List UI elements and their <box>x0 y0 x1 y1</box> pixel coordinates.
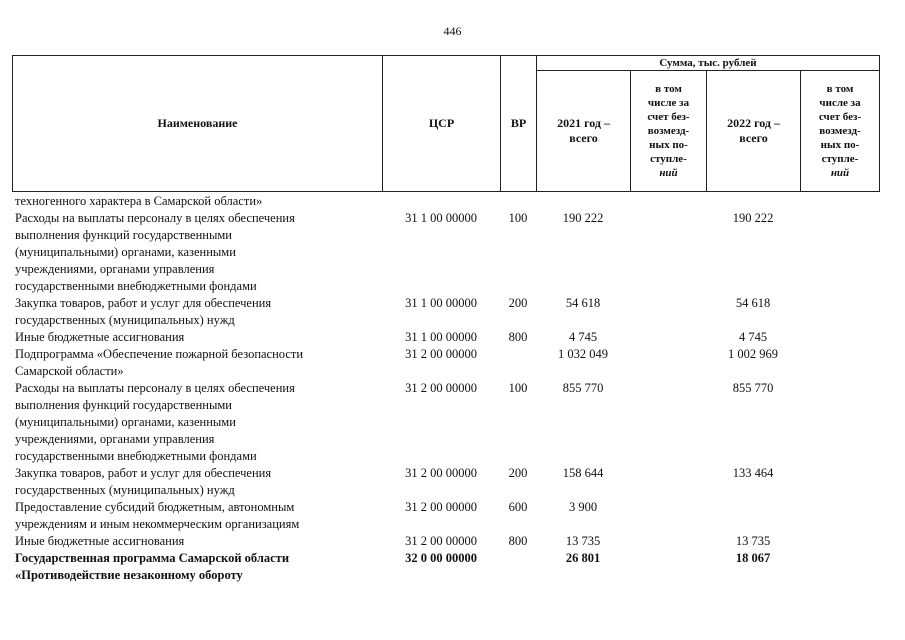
row-vr: 100 <box>508 211 528 225</box>
row-vr: 200 <box>508 466 528 480</box>
row-2021-incl <box>630 380 706 465</box>
row-csr: 31 1 00 00000 <box>405 330 477 344</box>
row-csr: 31 2 00 00000 <box>405 381 477 395</box>
row-2021-incl <box>630 499 706 533</box>
row-csr: 31 2 00 00000 <box>405 534 477 548</box>
row-2021-total: 26 801 <box>565 551 601 565</box>
row-vr <box>500 550 536 584</box>
table-row <box>12 329 879 346</box>
row-2022-total <box>706 499 800 533</box>
table-header <box>12 55 880 192</box>
row-2022-incl <box>800 295 879 329</box>
row-csr <box>382 193 500 210</box>
row-2022-total: 855 770 <box>732 381 774 395</box>
row-2021-total: 190 222 <box>562 211 604 225</box>
row-name: Государственная программа Самарской области «Противодействие незаконному обороту <box>15 551 290 582</box>
table-row <box>12 465 879 499</box>
row-name: Подпрограмма «Обеспечение пожарной безопасности Самарской области» <box>15 347 304 378</box>
row-2022-total: 1 002 969 <box>728 347 778 361</box>
row-name: Иные бюджетные ассигнования <box>15 330 185 344</box>
row-2021-total: 3 900 <box>568 500 598 514</box>
budget-table <box>12 193 879 584</box>
row-vr: 800 <box>508 534 528 548</box>
row-vr <box>500 346 536 380</box>
row-2022-total <box>706 193 800 210</box>
header-sum-group: Сумма, тыс. рублей <box>537 56 880 71</box>
row-2022-incl <box>800 329 879 346</box>
table-row <box>12 380 879 465</box>
row-vr: 100 <box>508 381 528 395</box>
row-csr: 31 2 00 00000 <box>405 500 477 514</box>
row-2021-incl <box>630 295 706 329</box>
row-2022-incl <box>800 533 879 550</box>
row-2021-total: 54 618 <box>565 296 601 310</box>
row-csr: 31 2 00 00000 <box>405 347 477 361</box>
row-2021-total: 4 745 <box>568 330 598 344</box>
row-2022-total: 4 745 <box>738 330 768 344</box>
row-2022-incl <box>800 465 879 499</box>
row-vr: 600 <box>508 500 528 514</box>
row-name: Расходы на выплаты персоналу в целях обеспечения выполнения функций государственными (муниципальными) органами, казенными учреждениями, органами управления государственными внебюджетными фондами <box>15 381 295 463</box>
row-vr: 800 <box>508 330 528 344</box>
row-name: Закупка товаров, работ и услуг для обеспечения государственных (муниципальных) нужд <box>15 466 272 497</box>
header-2021-total: 2021 год – всего <box>537 71 631 192</box>
row-2022-incl <box>800 499 879 533</box>
row-2021-total: 13 735 <box>565 534 601 548</box>
row-name: Закупка товаров, работ и услуг для обеспечения государственных (муниципальных) нужд <box>15 296 272 327</box>
row-2021-total: 158 644 <box>562 466 604 480</box>
table-row <box>12 295 879 329</box>
row-2022-total: 13 735 <box>735 534 771 548</box>
header-vr: ВР <box>501 56 537 192</box>
row-name: техногенного характера в Самарской области» <box>15 194 263 208</box>
row-2022-incl <box>800 346 879 380</box>
table-row <box>12 499 879 533</box>
row-name: Расходы на выплаты персоналу в целях обеспечения выполнения функций государственными (муниципальными) органами, казенными учреждениями, органами управления государственными внебюджетными фондами <box>15 211 295 293</box>
row-2022-total: 190 222 <box>732 211 774 225</box>
header-name: Наименование <box>13 56 383 192</box>
table-row <box>12 550 879 584</box>
row-2021-incl <box>630 550 706 584</box>
table-row <box>12 533 879 550</box>
row-2021-total: 1 032 049 <box>558 347 608 361</box>
row-csr: 31 1 00 00000 <box>405 211 477 225</box>
row-csr: 31 1 00 00000 <box>405 296 477 310</box>
row-2022-incl <box>800 210 879 295</box>
row-2022-incl <box>800 380 879 465</box>
table-row <box>12 346 879 380</box>
header-2022-total: 2022 год – всего <box>707 71 801 192</box>
row-2021-incl <box>630 193 706 210</box>
header-2021-incl: в том числе за счет без- возмезд- ных по- ступле- ний <box>631 71 707 192</box>
row-csr: 32 0 00 00000 <box>405 551 477 565</box>
row-2021-incl <box>630 210 706 295</box>
row-2021-total <box>536 193 630 210</box>
header-2022-incl: в том числе за счет без- возмезд- ных по- ступле- ний <box>801 71 880 192</box>
row-name: Иные бюджетные ассигнования <box>15 534 185 548</box>
header-csr: ЦСР <box>383 56 501 192</box>
row-2022-total: 133 464 <box>732 466 774 480</box>
table-row <box>12 193 879 210</box>
row-2021-incl <box>630 329 706 346</box>
row-csr: 31 2 00 00000 <box>405 466 477 480</box>
row-2022-incl <box>800 550 879 584</box>
row-2022-total: 54 618 <box>735 296 771 310</box>
row-name: Предоставление субсидий бюджетным, автономным учреждениям и иным некоммерческим организациям <box>15 500 300 531</box>
row-2022-incl <box>800 193 879 210</box>
row-vr: 200 <box>508 296 528 310</box>
table-row <box>12 210 879 295</box>
row-2021-incl <box>630 465 706 499</box>
row-2021-incl <box>630 346 706 380</box>
row-2021-total: 855 770 <box>562 381 604 395</box>
page-number: 446 <box>443 24 462 38</box>
row-vr <box>500 193 536 210</box>
row-2021-incl <box>630 533 706 550</box>
row-2022-total: 18 067 <box>735 551 771 565</box>
